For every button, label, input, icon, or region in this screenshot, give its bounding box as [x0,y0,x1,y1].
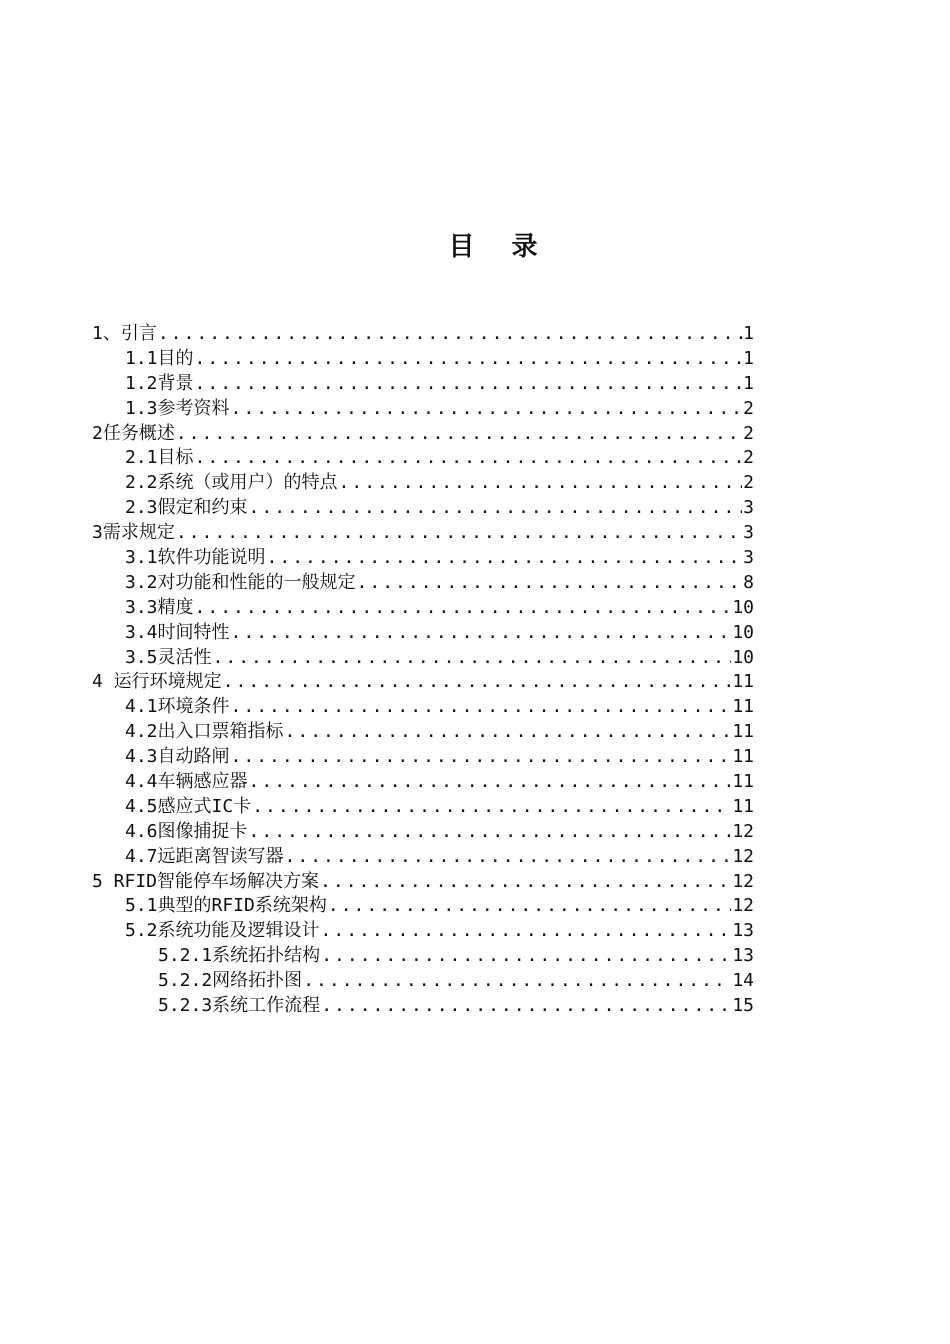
toc-entry-label: 2任务概述 [92,422,175,444]
toc-entry-label: 3.3精度 [125,596,194,618]
toc-entry-label: 4.7远距离智读写器 [125,845,284,867]
toc-entry[interactable] [92,845,754,870]
toc-entry-page: 12 [732,870,754,892]
toc-entry-page: 14 [732,970,754,992]
toc-entry-page: 2 [743,422,754,444]
toc-entry-label: 4 运行环境规定 [92,671,222,693]
toc-leader-dots [223,670,732,695]
toc-entry[interactable] [92,621,754,646]
toc-leader-dots [339,471,743,496]
toc-entry[interactable] [92,471,754,496]
toc-leader-dots [195,446,743,471]
toc-entry-page: 3 [743,497,754,519]
toc-entry-label: 3.1软件功能说明 [125,547,266,569]
toc-entry[interactable] [92,795,754,820]
toc-entry-label: 5.2系统功能及逻辑设计 [125,920,320,942]
toc-leader-dots [321,944,731,969]
toc-entry-page: 12 [732,895,754,917]
toc-leader-dots [195,372,743,397]
toc-entry-page: 10 [732,621,754,643]
toc-entry[interactable] [92,422,754,447]
toc-leader-dots [249,496,743,521]
toc-leader-dots [231,621,732,646]
toc-entry-page: 11 [732,721,754,743]
toc-entry[interactable] [92,596,754,621]
toc-entry-label: 3.5灵活性 [125,646,212,668]
toc-entry-page: 1 [743,347,754,369]
toc-entry-label: 3.2对功能和性能的一般规定 [125,571,356,593]
toc-entry-label: 4.6图像捕捉卡 [125,820,248,842]
toc-leader-dots [285,845,732,870]
toc-entry-page: 11 [732,696,754,718]
toc-entry-label: 3需求规定 [92,522,175,544]
toc-entry-page: 10 [732,596,754,618]
toc-entry[interactable] [92,322,754,347]
toc-entry[interactable] [92,546,754,571]
toc-entry-label: 1.1目的 [125,347,194,369]
toc-entry[interactable] [92,994,754,1019]
toc-leader-dots [285,720,732,745]
toc-leader-dots [249,770,732,795]
toc-entry[interactable] [92,870,754,895]
toc-entry[interactable] [92,397,754,422]
toc-entry[interactable] [92,372,754,397]
toc-entry-label: 2.3假定和约束 [125,497,248,519]
toc-leader-dots [357,571,743,596]
toc-leader-dots [176,521,742,546]
toc-entry[interactable] [92,347,754,372]
toc-entry-page: 12 [732,820,754,842]
toc-entry-page: 8 [743,571,754,593]
toc-entry[interactable] [92,745,754,770]
toc-entry-page: 1 [743,323,754,344]
toc-entry-page: 3 [743,547,754,569]
toc-entry[interactable] [92,944,754,969]
toc-leader-dots [231,397,743,422]
toc-entry-page: 10 [732,646,754,668]
toc-entry-label: 1.3参考资料 [125,397,230,419]
toc-leader-dots [267,546,743,571]
toc-leader-dots [158,322,742,347]
toc-entry-label: 1、引言 [92,323,157,344]
toc-entry-page: 3 [743,522,754,544]
toc-entry-label: 2.2系统（或用户）的特点 [125,472,338,494]
toc-entry-label: 2.1目标 [125,447,194,469]
toc-entry[interactable] [92,720,754,745]
toc-entry-page: 12 [732,845,754,867]
toc-leader-dots [195,596,732,621]
toc-entry-page: 11 [732,671,754,693]
toc-entry-page: 11 [732,771,754,793]
toc-entry[interactable] [92,496,754,521]
toc-entry-label: 4.2出入口票箱指标 [125,721,284,743]
toc-entry[interactable] [92,820,754,845]
toc-entry-label: 5.1典型的RFID系统架构 [125,895,327,917]
toc-entry[interactable] [92,695,754,720]
toc-leader-dots [321,994,731,1019]
toc-entry-page: 11 [732,746,754,768]
toc-entry-page: 2 [743,447,754,469]
toc-leader-dots [328,894,731,919]
toc-entry-page: 11 [732,795,754,817]
toc-entry[interactable] [92,919,754,944]
toc-entry[interactable] [92,446,754,471]
toc-entry-page: 2 [743,472,754,494]
toc-entry-label: 4.5感应式IC卡 [125,795,252,817]
toc-leader-dots [195,347,743,372]
toc-entry[interactable] [92,969,754,994]
toc-leader-dots [231,745,732,770]
toc-leader-dots [303,969,731,994]
toc-entry-label: 1.2背景 [125,372,194,394]
toc-entry-page: 15 [732,995,754,1017]
toc-entry-label: 5.2.3系统工作流程 [158,995,321,1017]
toc-entry-label: 4.3自动路闸 [125,746,230,768]
toc-leader-dots [231,695,732,720]
toc-entry-page: 2 [743,397,754,419]
toc-entry-label: 3.4时间特性 [125,621,230,643]
toc-leader-dots [252,795,731,820]
toc-entry[interactable] [92,521,754,546]
toc-entry-label: 4.4车辆感应器 [125,771,248,793]
toc-entry[interactable] [92,670,754,695]
toc-entry-page: 13 [732,945,754,967]
toc-entry[interactable] [92,894,754,919]
toc-entry[interactable] [92,571,754,596]
toc-leader-dots [213,646,732,671]
toc-leader-dots [249,820,732,845]
toc-title: 目 录 [448,232,552,262]
toc-entry-page: 1 [743,372,754,394]
toc-entry[interactable] [92,646,754,671]
toc-entry-label: 5.2.1系统拓扑结构 [158,945,321,967]
toc-entry-label: 4.1环境条件 [125,696,230,718]
toc-entry[interactable] [92,770,754,795]
toc-entry-label: 5.2.2网络拓扑图 [158,970,303,992]
toc-leader-dots [320,870,731,895]
toc-leader-dots [176,422,742,447]
toc-entry-page: 13 [732,920,754,942]
toc-entry-label: 5 RFID智能停车场解决方案 [92,870,320,892]
toc-list [92,322,754,1019]
toc-leader-dots [321,919,732,944]
